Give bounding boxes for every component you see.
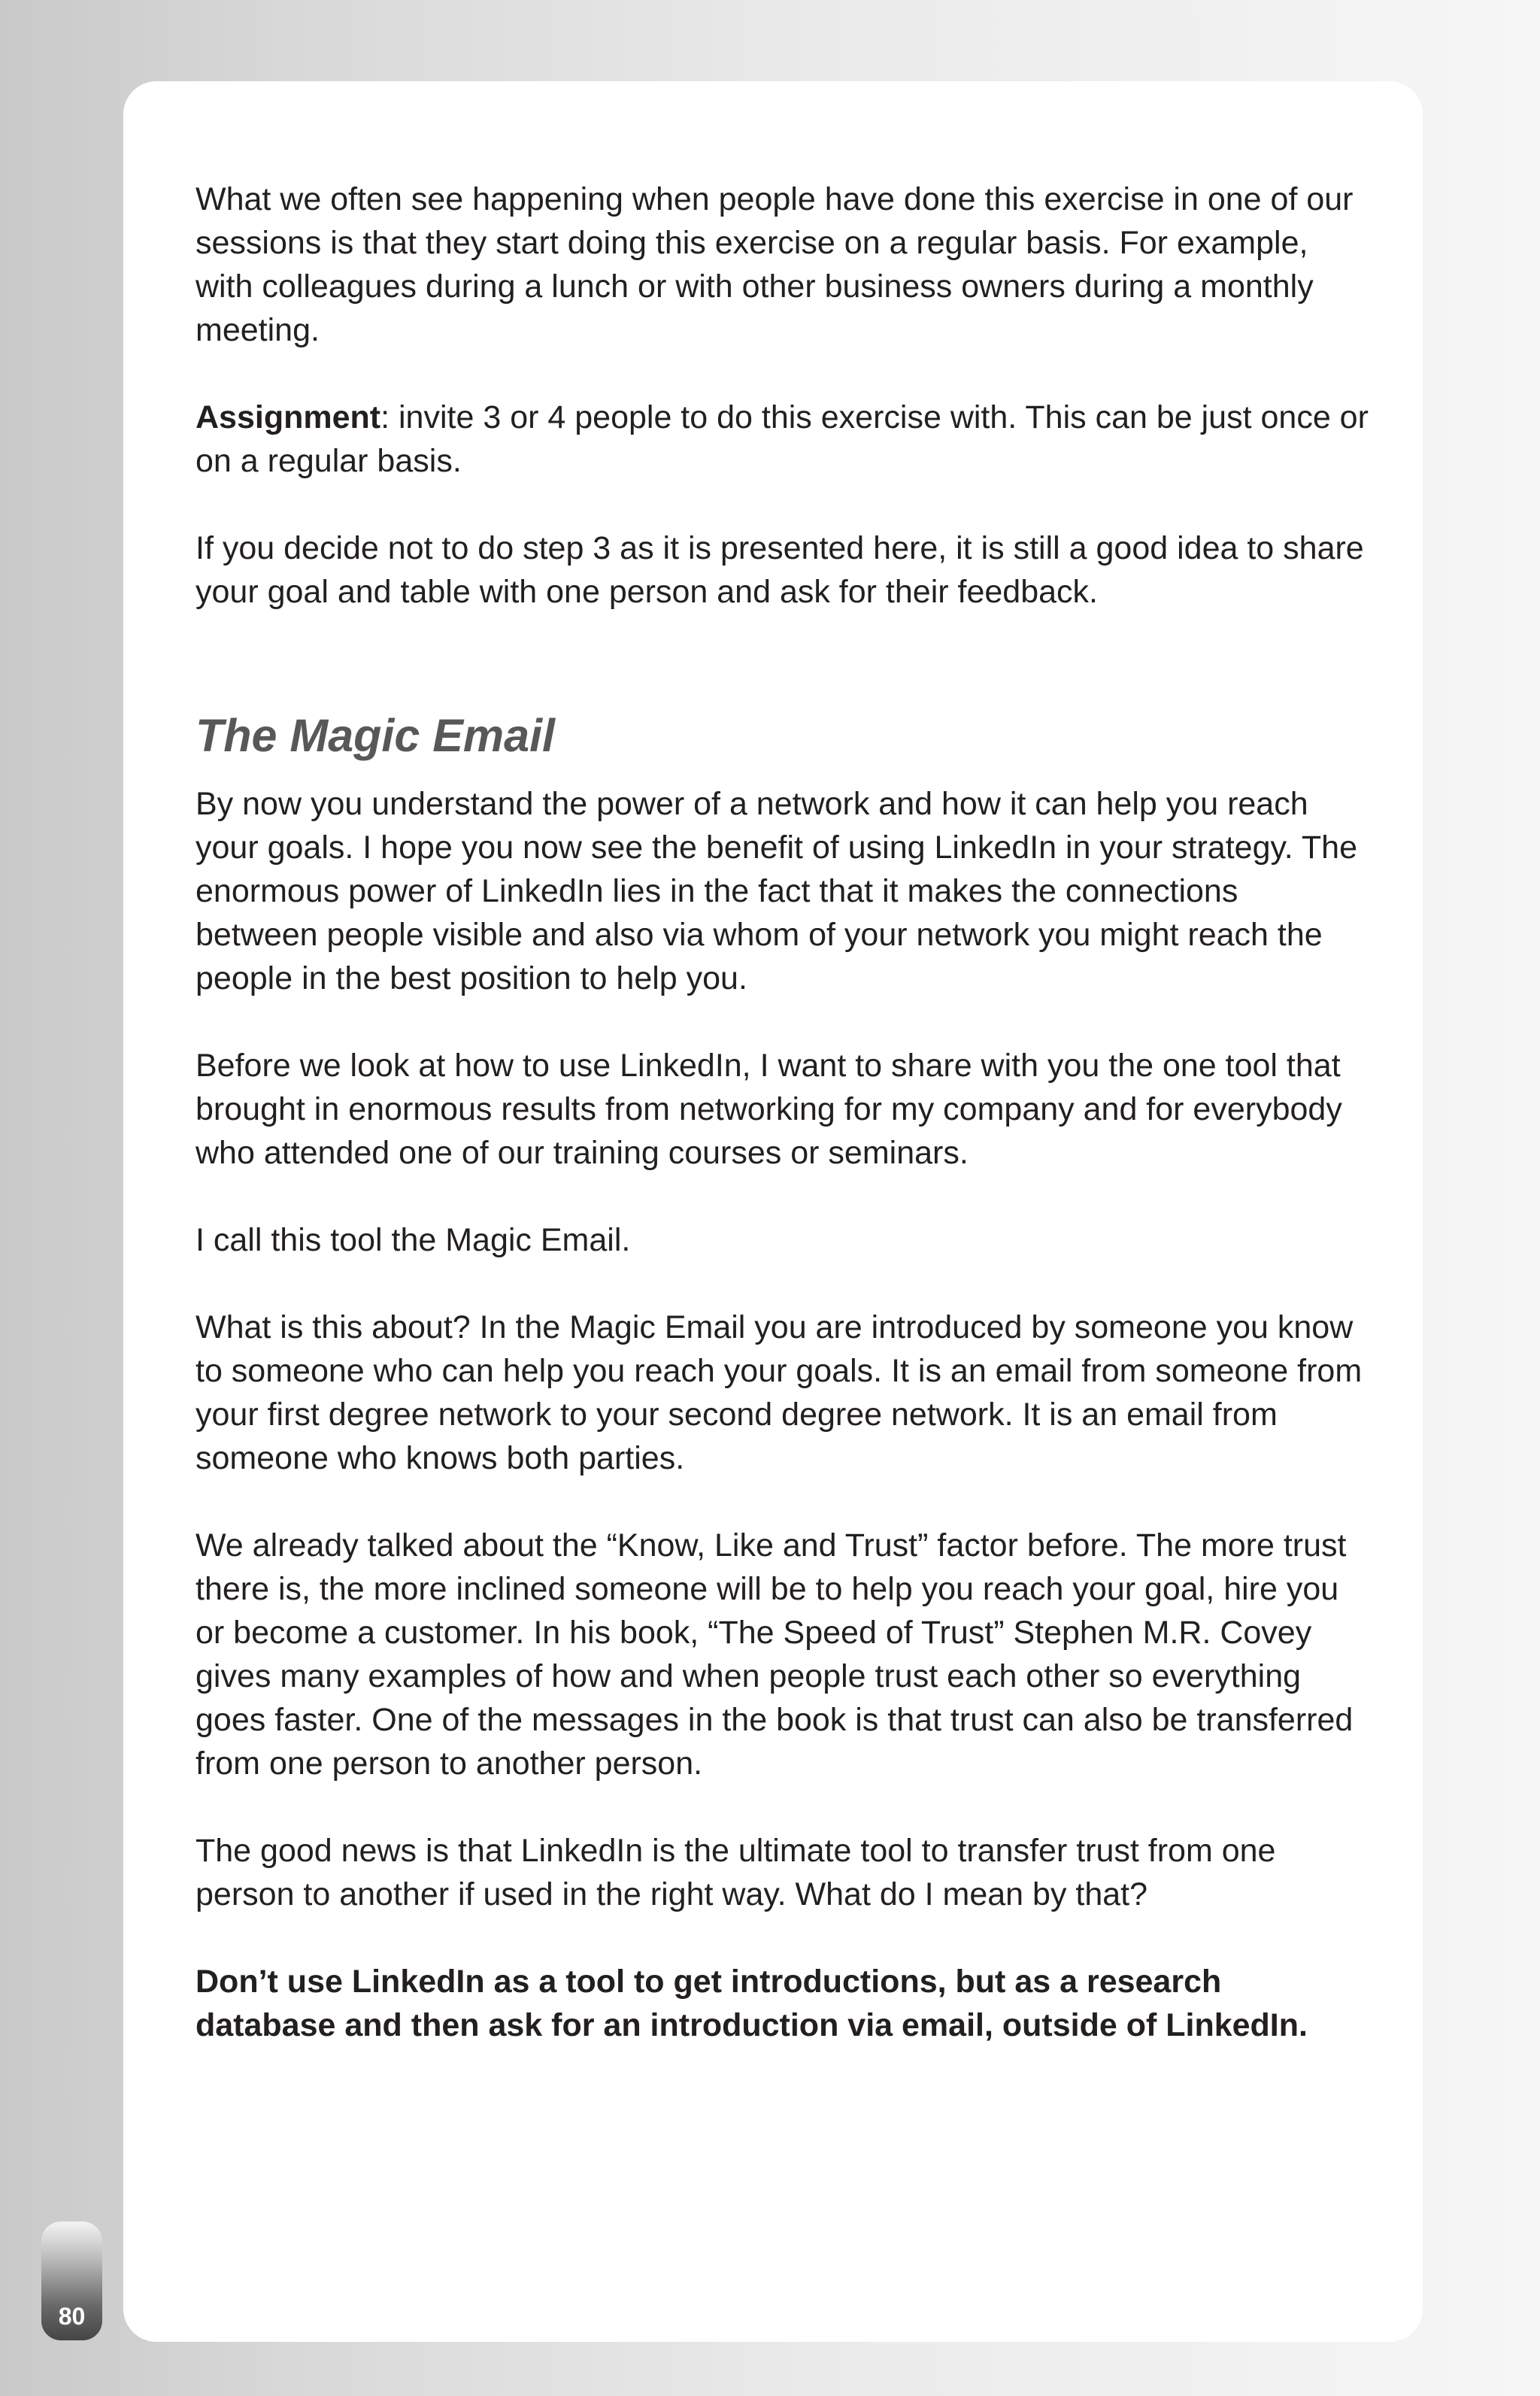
paragraph: What we often see happening when people have done this exercise in one of our sessions is that they start doing this exercise on a regular basis. For example, with colleagues during a lunch or with other business owners during a monthly meeting. — [196, 181, 1354, 348]
assignment-text: : invite 3 or 4 people to do this exercise with. This can be just once or on a regular basis. — [196, 399, 1369, 479]
section-heading: The Magic Email — [196, 710, 555, 761]
page-number: 80 — [58, 2303, 86, 2330]
assignment-label: Assignment — [196, 399, 381, 435]
paragraph: By now you understand the power of a network and how it can help you reach your goals. I hope you now see the benefit of using LinkedIn in your strategy. The enormous power of LinkedIn lies in the fact that it makes the connections between people visible and also via whom of your network you might reach the people in the best position to help you. — [196, 786, 1357, 996]
page-number-tab — [41, 2222, 102, 2340]
paragraph: We already talked about the “Know, Like and Trust” factor before. The more trust there is, the more inclined someone will be to help you reach your goal, hire you or become a customer. In his book, “The Speed of Trust” Stephen M.R. Covey gives many examples of how and when people trust each other so everything goes faster. One of the messages in the book is that trust can also be transferred from one person to another person. — [196, 1527, 1354, 1782]
paragraph: Before we look at how to use LinkedIn, I want to share with you the one tool that brought in enormous results from networking for my company and for everybody who attended one of our training courses or seminars. — [196, 1048, 1342, 1171]
assignment-paragraph — [196, 396, 1369, 483]
paragraph: The good news is that LinkedIn is the ultimate tool to transfer trust from one person to another if used in the right way. What do I mean by that? — [196, 1833, 1276, 1912]
paragraph: If you decide not to do step 3 as it is presented here, it is still a good idea to share your goal and table with one person and ask for their feedback. — [196, 530, 1364, 610]
page-content — [196, 177, 1369, 2091]
paragraph: I call this tool the Magic Email. — [196, 1222, 631, 1258]
bold-statement: Don’t use LinkedIn as a tool to get introductions, but as a research database and then ask for an introduction via email, outside of LinkedIn. — [196, 1964, 1308, 2043]
paragraph: What is this about? In the Magic Email you are introduced by someone you know to someone who can help you reach your goals. It is an email from someone from your first degree network to your second degree network. It is an email from someone who knows both parties. — [196, 1309, 1363, 1476]
